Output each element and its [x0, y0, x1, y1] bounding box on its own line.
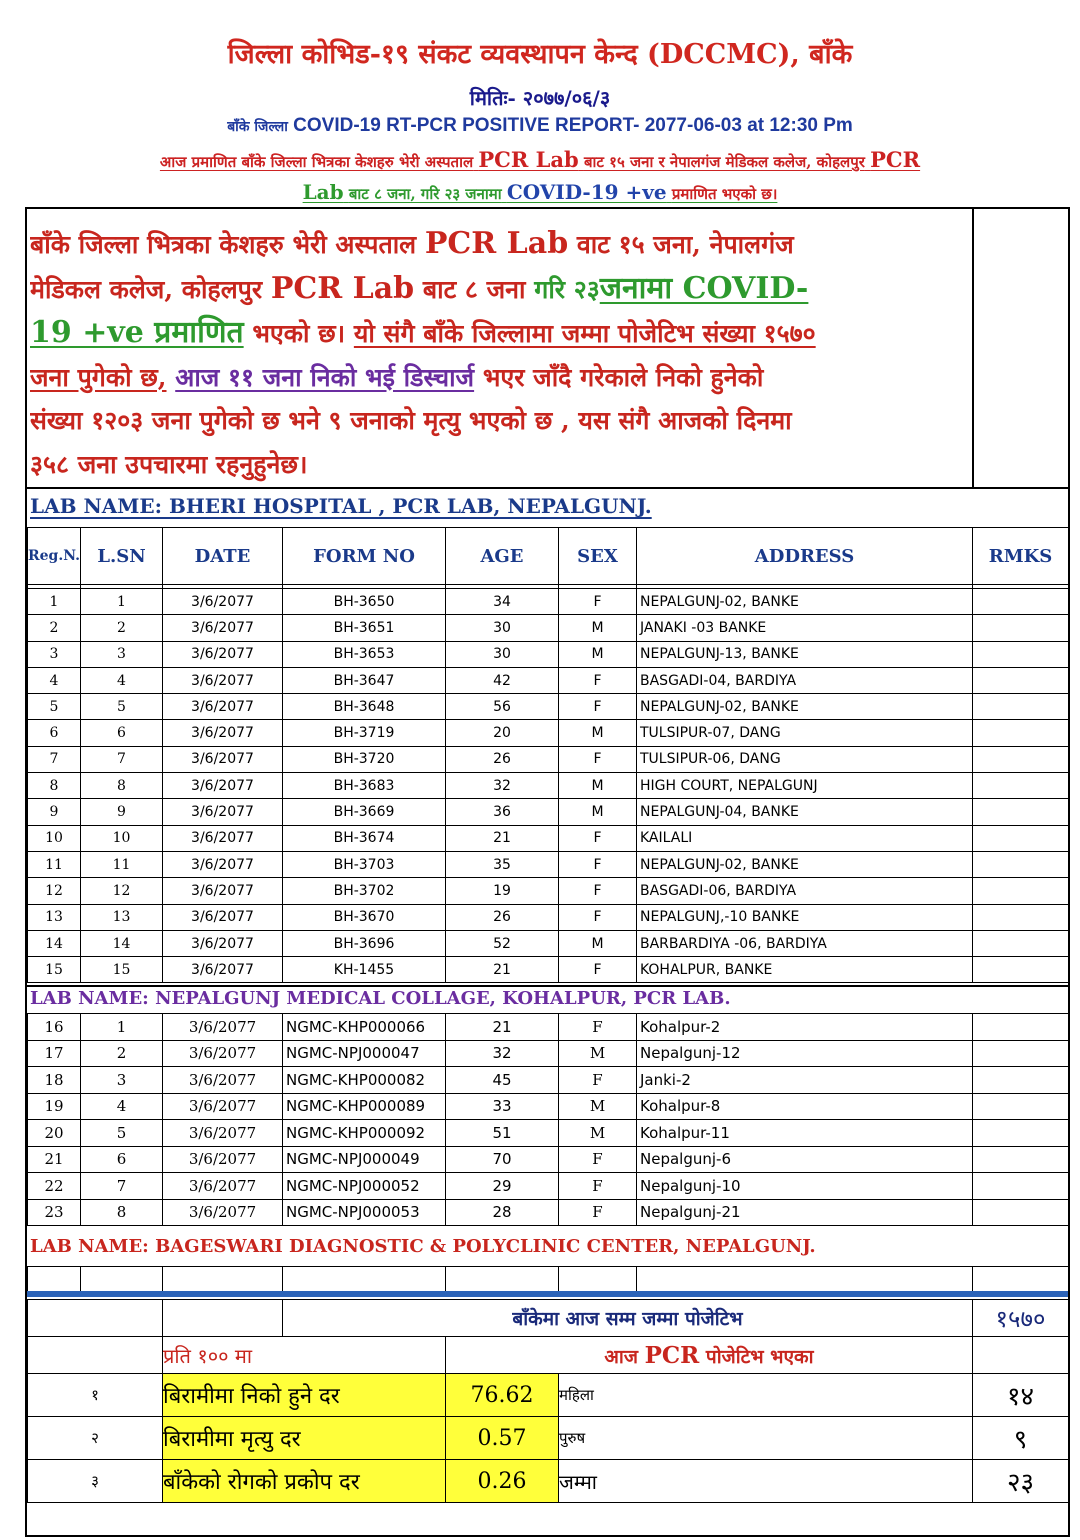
cell-age: 52: [446, 930, 559, 956]
report-prefix: बाँके जिल्ला: [227, 119, 288, 135]
report-title-line: [0, 115, 1080, 137]
cell-age: 26: [446, 746, 559, 772]
cell-reg-no: 19: [28, 1093, 81, 1120]
cell-address: TULSIPUR-06, DANG: [637, 746, 973, 772]
cell-date: 3/6/2077: [163, 957, 283, 983]
cell-lab-sn: 7: [81, 746, 163, 772]
section-divider: [27, 1291, 1068, 1297]
cell-address: JANAKI -03 BANKE: [637, 615, 973, 641]
cell-date: 3/6/2077: [163, 1067, 283, 1094]
cell-age: 42: [446, 667, 559, 693]
cell-date: 3/6/2077: [163, 773, 283, 799]
cell-sex: M: [559, 641, 637, 667]
cell-lab-sn: 2: [81, 615, 163, 641]
cell-form-no: NGMC-KHP000092: [283, 1120, 446, 1147]
table-row: [28, 825, 1069, 851]
cell-age: 30: [446, 641, 559, 667]
cell-age: 20: [446, 720, 559, 746]
cell-remarks: [973, 773, 1069, 799]
cell-reg-no: 10: [28, 825, 81, 851]
line1-c: बाट १५ जना र नेपालगंज मेडिकल कलेज, कोहलपुर: [583, 153, 865, 171]
gender-count: १४: [973, 1374, 1069, 1417]
cell-address: Kohalpur-11: [637, 1120, 973, 1147]
cell-date: 3/6/2077: [163, 1093, 283, 1120]
cell-lab-sn: 2: [81, 1040, 163, 1067]
para-l2d: गरि २३: [534, 274, 600, 304]
rate-index: ३: [28, 1460, 163, 1503]
summary-table: [27, 1299, 1069, 1503]
total-row: [28, 1300, 1069, 1337]
cell-reg-no: 8: [28, 773, 81, 799]
cell-sex: F: [559, 825, 637, 851]
bheri-rows: [28, 589, 1069, 983]
rate-value: 76.62: [446, 1374, 559, 1417]
rate-index: २: [28, 1417, 163, 1460]
gender-count: ९: [973, 1417, 1069, 1460]
cell-sex: M: [559, 615, 637, 641]
para-l5: संख्या १२०३ जना पुगेको छ भने ९ जनाको मृत्यु भएको छ , यस संगै आजको दिनमा: [30, 406, 792, 435]
table-row: [28, 878, 1069, 904]
cell-age: 19: [446, 878, 559, 904]
cell-lab-sn: 6: [81, 720, 163, 746]
gender-label: पुरुष: [559, 1417, 973, 1460]
subheader-row: [28, 1337, 1069, 1374]
cell-sex: M: [559, 1093, 637, 1120]
cell-age: 34: [446, 589, 559, 615]
cell-form-no: BH-3650: [283, 589, 446, 615]
cell-address: NEPALGUNJ-02, BANKE: [637, 589, 973, 615]
table-header-row: [28, 528, 1069, 585]
cell-address: HIGH COURT, NEPALGUNJ: [637, 773, 973, 799]
cell-address: Kohalpur-2: [637, 1014, 973, 1041]
cell-sex: F: [559, 1173, 637, 1200]
table-row: [28, 1014, 1069, 1041]
cell-lab-sn: 9: [81, 799, 163, 825]
ngmc-table: [27, 1013, 1069, 1226]
table-row: [28, 694, 1069, 720]
cell-address: BASGADI-04, BARDIYA: [637, 667, 973, 693]
cell-sex: M: [559, 1120, 637, 1147]
line2-b: बाट ८ जना, गरि २३ जनामा: [348, 185, 502, 203]
cell-remarks: [973, 694, 1069, 720]
cell-remarks: [973, 851, 1069, 877]
cell-lab-sn: 5: [81, 1120, 163, 1147]
cell-reg-no: 5: [28, 694, 81, 720]
cell-sex: F: [559, 851, 637, 877]
cell-address: Kohalpur-8: [637, 1093, 973, 1120]
cell-form-no: BH-3669: [283, 799, 446, 825]
cell-lab-sn: 1: [81, 589, 163, 615]
header-address: ADDRESS: [637, 528, 973, 585]
cell-date: 3/6/2077: [163, 615, 283, 641]
cell-reg-no: 2: [28, 615, 81, 641]
cell-age: 21: [446, 825, 559, 851]
cell-sex: F: [559, 1014, 637, 1041]
rate-index: १: [28, 1374, 163, 1417]
cell-lab-sn: 7: [81, 1173, 163, 1200]
table-row: [28, 1067, 1069, 1094]
cell-lab-sn: 12: [81, 878, 163, 904]
cell-form-no: NGMC-KHP000082: [283, 1067, 446, 1094]
cell-reg-no: 15: [28, 957, 81, 983]
cell-date: 3/6/2077: [163, 1014, 283, 1041]
cell-reg-no: 7: [28, 746, 81, 772]
para-l3b: भएको छ।: [252, 319, 346, 348]
rate-label: बिरामीमा मृत्यु दर: [163, 1417, 446, 1460]
cell-form-no: KH-1455: [283, 957, 446, 983]
cell-reg-no: 20: [28, 1120, 81, 1147]
paragraph-bottom-line: [27, 487, 1068, 489]
cell-date: 3/6/2077: [163, 694, 283, 720]
cell-reg-no: 12: [28, 878, 81, 904]
cell-sex: M: [559, 799, 637, 825]
cell-form-no: NGMC-NPJ000049: [283, 1146, 446, 1173]
line2-c: COVID-19 +ve: [506, 180, 667, 204]
cell-remarks: [973, 746, 1069, 772]
cell-lab-sn: 1: [81, 1014, 163, 1041]
cell-lab-sn: 3: [81, 641, 163, 667]
cell-address: Nepalgunj-12: [637, 1040, 973, 1067]
header-summary-line2: [0, 180, 1080, 204]
table-row: [28, 746, 1069, 772]
table-row: [28, 773, 1069, 799]
cell-date: 3/6/2077: [163, 641, 283, 667]
cell-form-no: BH-3703: [283, 851, 446, 877]
cell-address: KAILALI: [637, 825, 973, 851]
cell-sex: F: [559, 694, 637, 720]
para-l4a: जना पुगेको छ,: [30, 362, 167, 392]
cell-lab-sn: 4: [81, 1093, 163, 1120]
cell-reg-no: 1: [28, 589, 81, 615]
cell-address: NEPALGUNJ,-10 BANKE: [637, 904, 973, 930]
lab-name-ngmc: LAB NAME: NEPALGUNJ MEDICAL COLLAGE, KOHALPUR, PCR LAB.: [30, 988, 731, 1009]
rate-row-2: [28, 1417, 1069, 1460]
lab-name-bheri: LAB NAME: BHERI HOSPITAL , PCR LAB, NEPALGUNJ.: [30, 494, 652, 518]
line1-a: आज प्रमाणित बाँके जिल्ला भित्रका केशहरु भेरी अस्पताल: [159, 153, 474, 171]
cell-age: 45: [446, 1067, 559, 1094]
cell-age: 21: [446, 957, 559, 983]
cell-sex: F: [559, 589, 637, 615]
rate-value: 0.57: [446, 1417, 559, 1460]
cell-age: 70: [446, 1146, 559, 1173]
bageswari-table: [27, 1266, 1069, 1292]
cell-address: Nepalgunj-21: [637, 1199, 973, 1226]
line1-d: PCR: [870, 147, 921, 172]
cell-address: BASGADI-06, BARDIYA: [637, 878, 973, 904]
today-a: आज: [604, 1345, 638, 1368]
cell-remarks: [973, 615, 1069, 641]
cell-age: 28: [446, 1199, 559, 1226]
cell-remarks: [973, 904, 1069, 930]
cell-remarks: [973, 589, 1069, 615]
report-title: COVID-19 RT-PCR POSITIVE REPORT- 2077-06-03 at 12:30 Pm: [293, 115, 853, 136]
para-l2b: PCR Lab: [270, 270, 415, 306]
cell-sex: F: [559, 1146, 637, 1173]
cell-reg-no: 9: [28, 799, 81, 825]
cell-sex: F: [559, 1199, 637, 1226]
cell-lab-sn: 11: [81, 851, 163, 877]
cell-age: 29: [446, 1173, 559, 1200]
para-l1a: बाँके जिल्ला भित्रका केशहरु भेरी अस्पताल: [30, 230, 417, 259]
cell-date: 3/6/2077: [163, 904, 283, 930]
cell-remarks: [973, 1173, 1069, 1200]
cell-address: Nepalgunj-10: [637, 1173, 973, 1200]
table-row: [28, 667, 1069, 693]
rate-label: बिरामीमा निको हुने दर: [163, 1374, 446, 1417]
para-l2c: बाट ८ जना: [422, 274, 526, 304]
cell-lab-sn: 4: [81, 667, 163, 693]
cell-form-no: BH-3696: [283, 930, 446, 956]
cell-date: 3/6/2077: [163, 667, 283, 693]
cell-sex: F: [559, 667, 637, 693]
cell-reg-no: 18: [28, 1067, 81, 1094]
cell-form-no: BH-3670: [283, 904, 446, 930]
cell-sex: F: [559, 746, 637, 772]
cell-date: 3/6/2077: [163, 720, 283, 746]
cell-form-no: NGMC-KHP000066: [283, 1014, 446, 1041]
para-l1c: वाट १५ जना, नेपालगंज: [576, 230, 794, 259]
table-row: [28, 720, 1069, 746]
table-row: [28, 641, 1069, 667]
para-l3a: 19 +ve प्रमाणित: [30, 315, 244, 350]
cell-lab-sn: 5: [81, 694, 163, 720]
cell-sex: F: [559, 1067, 637, 1094]
paragraph-divider: [972, 209, 974, 487]
cell-date: 3/6/2077: [163, 1120, 283, 1147]
cell-date: 3/6/2077: [163, 851, 283, 877]
cell-address: Nepalgunj-6: [637, 1146, 973, 1173]
table-row: [28, 1199, 1069, 1226]
cell-form-no: BH-3683: [283, 773, 446, 799]
cell-sex: M: [559, 1040, 637, 1067]
header-age: AGE: [446, 528, 559, 585]
header-formno: FORM NO: [283, 528, 446, 585]
cell-remarks: [973, 799, 1069, 825]
table-row: [28, 1093, 1069, 1120]
para-l2e: जनामा COVID-: [599, 270, 809, 306]
today-b: PCR: [644, 1341, 700, 1369]
table-row: [28, 1120, 1069, 1147]
cell-age: 35: [446, 851, 559, 877]
bheri-table: [27, 527, 1069, 983]
cell-remarks: [973, 667, 1069, 693]
per100-label: प्रति १०० मा: [163, 1337, 446, 1374]
cell-form-no: NGMC-NPJ000052: [283, 1173, 446, 1200]
cell-reg-no: 3: [28, 641, 81, 667]
page-title: जिल्ला कोभिड-१९ संकट व्यवस्थापन केन्द (DCCMC), बाँके: [227, 39, 853, 70]
total-label: बाँकेमा आज सम्म जम्मा पोजेटिभ: [283, 1300, 973, 1337]
header-sex: SEX: [559, 528, 637, 585]
cell-date: 3/6/2077: [163, 746, 283, 772]
cell-date: 3/6/2077: [163, 825, 283, 851]
gender-label: महिला: [559, 1374, 973, 1417]
today-pcr-label: [446, 1337, 973, 1374]
cell-address: KOHALPUR, BANKE: [637, 957, 973, 983]
cell-remarks: [973, 1120, 1069, 1147]
header-rmks: RMKS: [973, 528, 1069, 585]
header-regn: Reg.N.: [28, 528, 81, 585]
cell-form-no: BH-3702: [283, 878, 446, 904]
lab2-top-line: [27, 985, 1068, 987]
para-l3c: यो संगै बाँके जिल्लामा जम्मा पोजेटिभ संख्या १५७०: [353, 319, 816, 348]
cell-lab-sn: 15: [81, 957, 163, 983]
cell-date: 3/6/2077: [163, 1199, 283, 1226]
table-row: [28, 930, 1069, 956]
cell-address: NEPALGUNJ-04, BANKE: [637, 799, 973, 825]
cell-form-no: BH-3674: [283, 825, 446, 851]
para-l4b: आज ११ जना निको भई डिस्चार्ज: [175, 362, 475, 392]
cell-age: 51: [446, 1120, 559, 1147]
cell-remarks: [973, 1014, 1069, 1041]
cell-remarks: [973, 1040, 1069, 1067]
cell-lab-sn: 6: [81, 1146, 163, 1173]
cell-sex: F: [559, 878, 637, 904]
cell-reg-no: 14: [28, 930, 81, 956]
cell-age: 32: [446, 773, 559, 799]
cell-remarks: [973, 878, 1069, 904]
total-value: १५७०: [973, 1300, 1069, 1337]
cell-address: Janki-2: [637, 1067, 973, 1094]
rate-value: 0.26: [446, 1460, 559, 1503]
para-l4c: भएर जाँदै गरेकाले निको हुनेको: [482, 362, 764, 392]
report-date: मितिः- २०७७/०६/३: [469, 86, 611, 110]
header-summary-line1: [0, 147, 1080, 172]
cell-form-no: BH-3647: [283, 667, 446, 693]
cell-reg-no: 21: [28, 1146, 81, 1173]
cell-form-no: NGMC-NPJ000047: [283, 1040, 446, 1067]
table-row: [28, 799, 1069, 825]
cell-address: BARBARDIYA -06, BARDIYA: [637, 930, 973, 956]
cell-reg-no: 23: [28, 1199, 81, 1226]
cell-address: NEPALGUNJ-02, BANKE: [637, 694, 973, 720]
gender-count: २३: [973, 1460, 1069, 1503]
cell-reg-no: 17: [28, 1040, 81, 1067]
cell-date: 3/6/2077: [163, 1146, 283, 1173]
cell-remarks: [973, 825, 1069, 851]
cell-lab-sn: 14: [81, 930, 163, 956]
cell-age: 36: [446, 799, 559, 825]
cell-remarks: [973, 1067, 1069, 1094]
cell-sex: F: [559, 904, 637, 930]
cell-form-no: BH-3648: [283, 694, 446, 720]
cell-form-no: NGMC-NPJ000053: [283, 1199, 446, 1226]
cell-remarks: [973, 957, 1069, 983]
cell-address: NEPALGUNJ-02, BANKE: [637, 851, 973, 877]
cell-remarks: [973, 641, 1069, 667]
cell-reg-no: 13: [28, 904, 81, 930]
cell-lab-sn: 8: [81, 1199, 163, 1226]
empty-row: [28, 1267, 1069, 1292]
cell-reg-no: 6: [28, 720, 81, 746]
cell-remarks: [973, 1093, 1069, 1120]
line1-b: PCR Lab: [478, 147, 579, 172]
cell-date: 3/6/2077: [163, 1040, 283, 1067]
cell-date: 3/6/2077: [163, 1173, 283, 1200]
summary-paragraph: [30, 222, 970, 484]
cell-remarks: [973, 1146, 1069, 1173]
cell-reg-no: 22: [28, 1173, 81, 1200]
cell-age: 56: [446, 694, 559, 720]
lab-name-bageswari: LAB NAME: BAGESWARI DIAGNOSTIC & POLYCLINIC CENTER, NEPALGUNJ.: [30, 1236, 816, 1257]
table-row: [28, 1040, 1069, 1067]
cell-date: 3/6/2077: [163, 589, 283, 615]
line2-d: प्रमाणित भएको छ।: [671, 185, 778, 203]
cell-remarks: [973, 1199, 1069, 1226]
cell-sex: M: [559, 773, 637, 799]
line2-a: Lab: [302, 180, 344, 204]
cell-sex: M: [559, 720, 637, 746]
para-l2a: मेडिकल कलेज, कोहलपुर: [30, 274, 263, 304]
cell-date: 3/6/2077: [163, 799, 283, 825]
cell-form-no: BH-3651: [283, 615, 446, 641]
table-row: [28, 615, 1069, 641]
cell-form-no: BH-3719: [283, 720, 446, 746]
table-row: [28, 589, 1069, 615]
cell-age: 32: [446, 1040, 559, 1067]
cell-lab-sn: 8: [81, 773, 163, 799]
cell-form-no: BH-3653: [283, 641, 446, 667]
cell-form-no: NGMC-KHP000089: [283, 1093, 446, 1120]
cell-reg-no: 4: [28, 667, 81, 693]
table-row: [28, 1146, 1069, 1173]
cell-remarks: [973, 930, 1069, 956]
cell-age: 33: [446, 1093, 559, 1120]
cell-reg-no: 16: [28, 1014, 81, 1041]
rate-row-3: [28, 1460, 1069, 1503]
rate-row-1: [28, 1374, 1069, 1417]
table-row: [28, 1173, 1069, 1200]
table-row: [28, 904, 1069, 930]
gender-label: जम्मा: [559, 1460, 973, 1503]
ngmc-rows: [28, 1014, 1069, 1226]
cell-form-no: BH-3720: [283, 746, 446, 772]
header-lsn: L.SN: [81, 528, 163, 585]
cell-age: 21: [446, 1014, 559, 1041]
cell-address: NEPALGUNJ-13, BANKE: [637, 641, 973, 667]
cell-lab-sn: 3: [81, 1067, 163, 1094]
cell-lab-sn: 10: [81, 825, 163, 851]
cell-sex: M: [559, 930, 637, 956]
cell-address: TULSIPUR-07, DANG: [637, 720, 973, 746]
cell-sex: F: [559, 957, 637, 983]
cell-lab-sn: 13: [81, 904, 163, 930]
cell-date: 3/6/2077: [163, 878, 283, 904]
cell-remarks: [973, 720, 1069, 746]
table-row: [28, 851, 1069, 877]
table-row: [28, 957, 1069, 983]
today-c: पोजेटिभ भएका: [705, 1345, 814, 1368]
rate-label: बाँकेको रोगको प्रकोप दर: [163, 1460, 446, 1503]
para-l1b: PCR Lab: [424, 226, 569, 261]
cell-age: 26: [446, 904, 559, 930]
cell-age: 30: [446, 615, 559, 641]
para-l6: ३५८ जना उपचारमा रहनुहुनेछ।: [30, 449, 308, 479]
cell-reg-no: 11: [28, 851, 81, 877]
cell-date: 3/6/2077: [163, 930, 283, 956]
header-date: DATE: [163, 528, 283, 585]
